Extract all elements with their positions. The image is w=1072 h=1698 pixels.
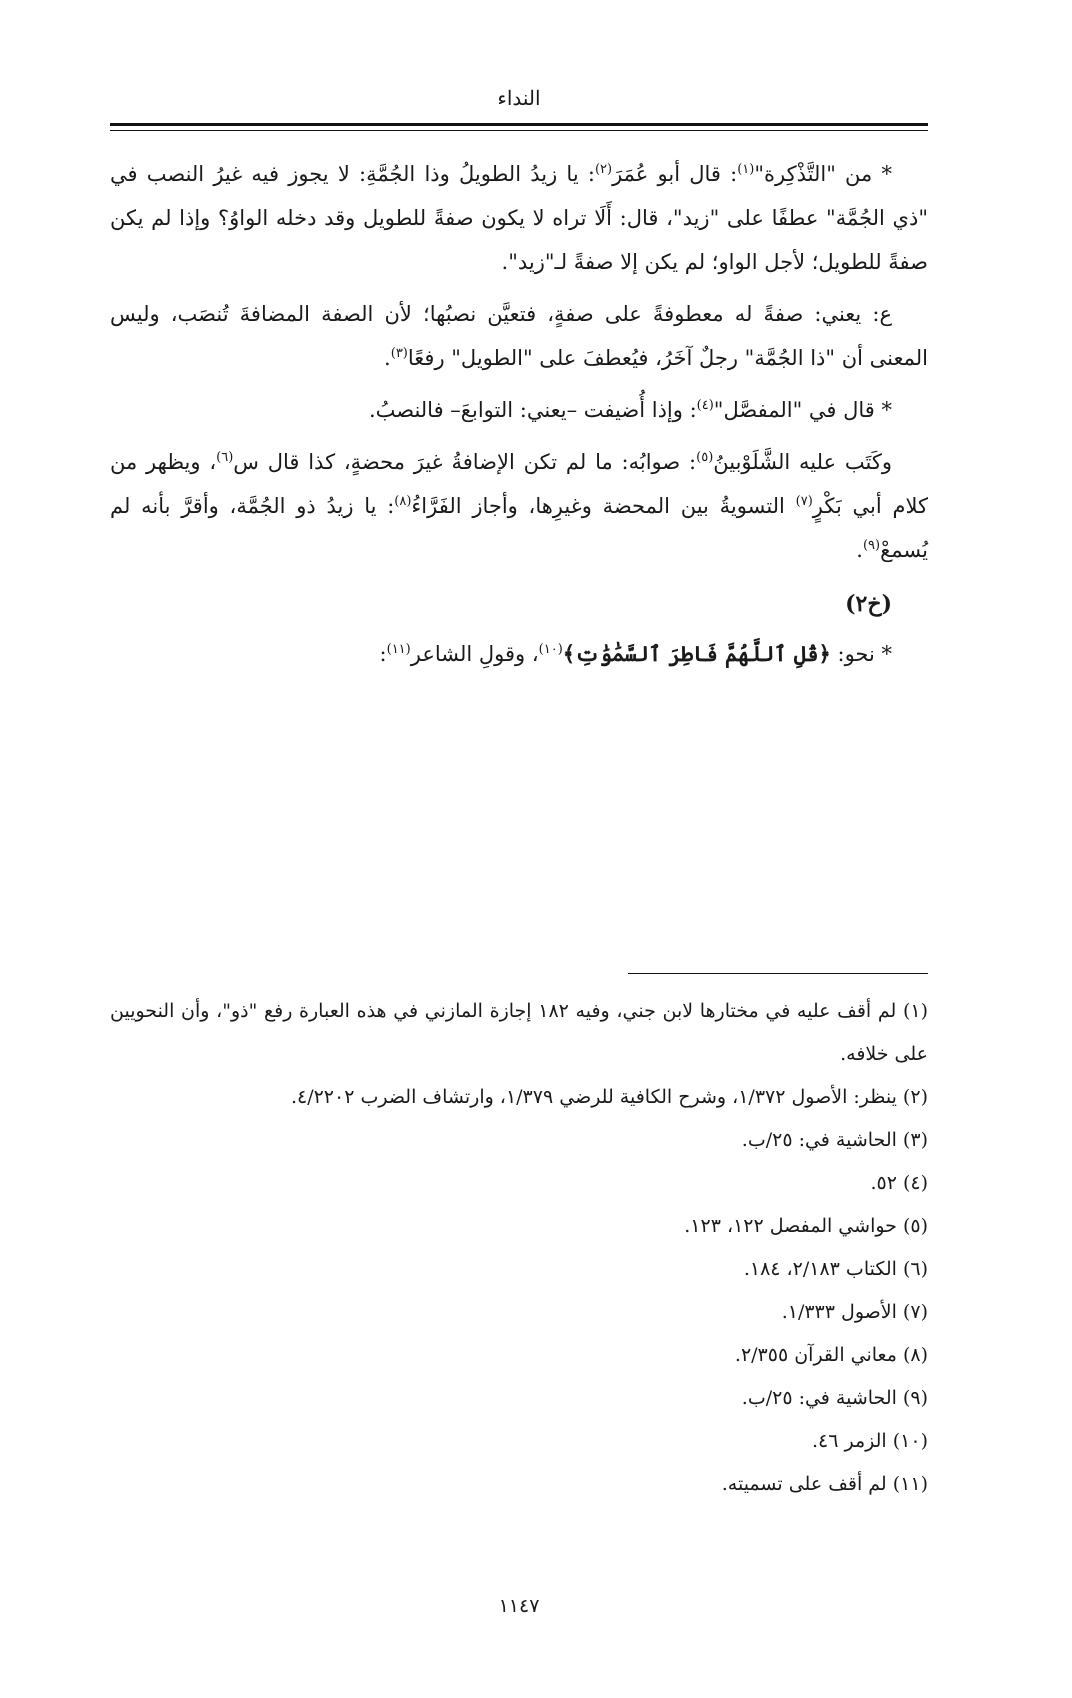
header-rule-thin [110, 130, 928, 131]
footnote-separator [628, 973, 928, 974]
footnote-ref-11[interactable]: (١١) [386, 642, 411, 657]
footnote-2: (٢) ينظر: الأصول ١/٣٧٢، وشرح الكافية للرضي ١/٣٧٩، وارتشاف الضرب ٤/٢٢٠٢. [290, 1086, 928, 1108]
footnote-ref-9[interactable]: (٩) [862, 538, 881, 553]
paragraph-5: * نحو: ﴿قُلِ ٱللَّهُمَّ فَاطِرَ ٱلسَّمَٰوَٰتِ﴾$^{(١٠)}$، وقولِ الشاعر$^{(١١)}$: [379, 641, 892, 666]
footnote-5: (٥) حواشي المفصل ١٢٢، ١٢٣. [684, 1215, 928, 1237]
footnote-ref-8[interactable]: (٨) [394, 494, 412, 509]
footnote-6: (٦) الكتاب ٢/١٨٣، ١٨٤. [743, 1258, 928, 1280]
footnote-3: (٣) الحاشية في: ٢٥/ب. [741, 1129, 928, 1151]
footnote-ref-5[interactable]: (٥) [696, 450, 714, 465]
footnote-8: (٨) معاني القرآن ٢/٣٥٥. [734, 1344, 928, 1366]
footnote-10: (١٠) الزمر ٤٦. [811, 1430, 928, 1452]
footnote-4: (٤) ٥٢. [870, 1172, 928, 1194]
footnote-ref-3[interactable]: (٣) [390, 346, 408, 361]
quran-verse: ﴿قُلِ ٱللَّهُمَّ فَاطِرَ ٱلسَّمَٰوَٰتِ﴾ [562, 641, 831, 666]
footnote-ref-2[interactable]: (٢) [594, 162, 613, 177]
paragraph-2: ع: يعني: صفةً له معطوفةً على صفةٍ، فتعيَّن نصبُها؛ لأن الصفة المضافةَ تُنصَب، وليس المعنى أن "ذا الجُمَّة" رجلٌ آخَرُ، فيُعطفَ على "الطويل" رفعًا$^{(٣)}$. [110, 302, 928, 370]
footnote-9: (٩) الحاشية في: ٢٥/ب. [741, 1387, 928, 1409]
paragraph-4: وكَتَب عليه الشَّلَوْبينُ$^{(٥)}$: صوابُه: ما لم تكن الإضافةُ غيرَ محضةٍ، كذا قال س$^{(٦)}$، ويظهر من كلام أبي بَكْرٍ$^{(٧)}$ التسويةُ بين المحضة وغيرِها، وأجاز الفَرَّاءُ$^{(٨)}$: يا زيدُ ذو الجُمَّة، وأقرَّ بأنه لم يُسمعْ$^{(٩)}$. [110, 450, 928, 562]
section-marker: (خ٢) [845, 591, 892, 617]
main-text [110, 152, 928, 684]
paragraph-3: * قال في "المفصَّل"$^{(٤)}$: وإذا أُضيفت –يعني: التوابعَ– فالنصبُ. [368, 398, 892, 422]
footnote-ref-4[interactable]: (٤) [696, 398, 714, 413]
footnotes [110, 990, 928, 1506]
footnote-ref-7[interactable]: (٧) [795, 494, 813, 509]
paragraph-1: * من "التَّذْكِرة"$^{(١)}$: قال أبو عُمَرَ$^{(٢)}$: يا زيدُ الطويلُ وذا الجُمَّةِ: لا يجوز فيه غيرُ النصب في "ذي الجُمَّة" عطفًا على "زيد"، قال: أَلَا تراه لا يكون صفةً للطويل وقد دخله الواوُ؟ وإذا لم يكن صفةً للطويل؛ لأجل الواو؛ لم يكن إلا صفةً لـ"زيد". [110, 162, 928, 274]
footnote-ref-10[interactable]: (١٠) [538, 642, 563, 657]
book-page [110, 0, 928, 1698]
page-number: ١١٤٧ [498, 1595, 540, 1617]
header-rule-thick [110, 123, 928, 126]
footnote-ref-6[interactable]: (٦) [216, 450, 234, 465]
footnote-1: (١) لم أقف عليه في مختارها لابن جني، وفيه ١٨٢ إجازة المازني في هذه العبارة رفع "ذو"، وأن النحويين على خلافه. [110, 1000, 928, 1065]
footnote-7: (٧) الأصول ١/٣٣٣. [781, 1301, 928, 1323]
footnote-ref-1[interactable]: (١) [737, 162, 755, 177]
footnote-11: (١١) لم أقف على تسميته. [721, 1473, 928, 1495]
running-title: النداء [497, 86, 541, 110]
